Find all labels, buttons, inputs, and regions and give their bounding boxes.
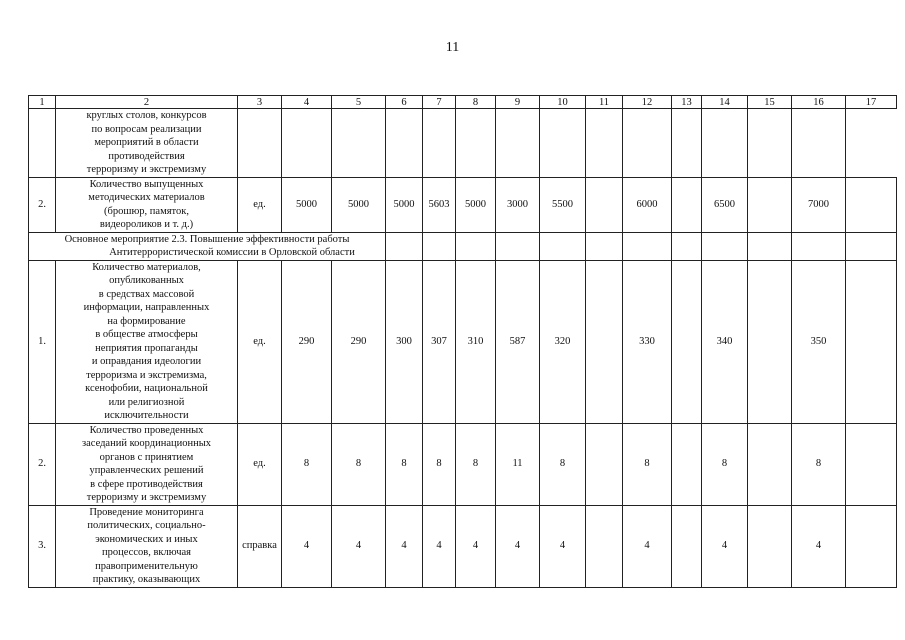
empty-cell (846, 232, 897, 260)
empty-cell (423, 232, 456, 260)
value-cell: 8 (423, 423, 456, 505)
indicator-text: Количество выпущенных методических материалов (брошюр, памяток, видеороликов и т. д.) (56, 177, 238, 232)
column-number: 7 (423, 96, 456, 109)
column-number: 14 (702, 96, 748, 109)
column-number: 11 (586, 96, 623, 109)
empty-cell (623, 232, 672, 260)
value-cell: 6500 (702, 177, 748, 232)
value-cell (586, 260, 623, 423)
value-cell: 290 (332, 260, 386, 423)
value-cell: 5500 (540, 177, 586, 232)
value-cell: 4 (423, 505, 456, 587)
value-cell (586, 505, 623, 587)
row-number: 3. (29, 505, 56, 587)
value-cell (846, 505, 897, 587)
empty-cell (540, 232, 586, 260)
row-number: 2. (29, 177, 56, 232)
value-cell: 5603 (423, 177, 456, 232)
empty-cell (386, 232, 423, 260)
indicator-text: Проведение мониторинга политических, социально- экономических и иных процессов, включая правоприменительную практику, оказывающих (56, 505, 238, 587)
empty-cell (702, 232, 748, 260)
value-cell: 330 (623, 260, 672, 423)
indicator-text: Количество проведенных заседаний координационных органов с принятием управленческих решений в сфере противодействия терроризму и экстремизму (56, 423, 238, 505)
value-cell: 4 (623, 505, 672, 587)
row-number: 2. (29, 423, 56, 505)
column-number: 1 (29, 96, 56, 109)
value-cell: 587 (496, 260, 540, 423)
value-cell: 11 (496, 423, 540, 505)
table-row (29, 260, 897, 423)
value-cell: 307 (423, 260, 456, 423)
row-number: 1. (29, 260, 56, 423)
empty-cell (792, 232, 846, 260)
unit-cell: справка (238, 505, 282, 587)
value-cell: 6000 (623, 177, 672, 232)
column-number: 16 (792, 96, 846, 109)
table-row (29, 423, 897, 505)
indicators-table (28, 95, 897, 588)
value-cell: 300 (386, 260, 423, 423)
column-number: 4 (282, 96, 332, 109)
column-number: 6 (386, 96, 423, 109)
empty-cell (748, 232, 792, 260)
value-cell (846, 177, 897, 232)
value-cell (672, 423, 702, 505)
column-number: 9 (496, 96, 540, 109)
value-cell (672, 505, 702, 587)
value-cell (672, 177, 702, 232)
empty-cell (496, 232, 540, 260)
column-number: 13 (672, 96, 702, 109)
section-heading (29, 232, 386, 260)
row-number (29, 109, 56, 178)
section-heading-line2: Антитеррористической комиссии в Орловской области (109, 247, 355, 258)
value-cell (748, 177, 792, 232)
value-cell: 310 (456, 260, 496, 423)
section-row (29, 232, 897, 260)
value-cell: 290 (282, 260, 332, 423)
value-cell: 350 (792, 260, 846, 423)
column-number: 5 (332, 96, 386, 109)
value-cell: 8 (540, 423, 586, 505)
unit-cell: ед. (238, 423, 282, 505)
value-cell: 4 (702, 505, 748, 587)
continuation-row (29, 109, 897, 178)
column-number: 2 (56, 96, 238, 109)
indicator-text: Количество материалов, опубликованных в средствах массовой информации, направленных на формирование в обществе атмосферы неприятия пропаганды и оправдания идеологии терроризма и экстремизма, ксенофобии, национальной или религиозной исключительности (56, 260, 238, 423)
value-cell: 8 (282, 423, 332, 505)
value-cell (586, 423, 623, 505)
value-cell: 320 (540, 260, 586, 423)
value-cell: 5000 (456, 177, 496, 232)
value-cell (748, 505, 792, 587)
value-cell (748, 423, 792, 505)
value-cell: 4 (386, 505, 423, 587)
page-number: 11 (445, 40, 460, 55)
value-cell: 4 (496, 505, 540, 587)
empty-cell (456, 232, 496, 260)
table-row (29, 177, 897, 232)
value-cell (672, 260, 702, 423)
value-cell (846, 423, 897, 505)
value-cell: 4 (792, 505, 846, 587)
column-number-row (29, 96, 897, 109)
column-number: 3 (238, 96, 282, 109)
value-cell (846, 260, 897, 423)
value-cell: 4 (282, 505, 332, 587)
value-cell: 340 (702, 260, 748, 423)
column-number: 12 (623, 96, 672, 109)
column-number: 15 (748, 96, 792, 109)
column-number: 17 (846, 96, 897, 109)
value-cell: 5000 (282, 177, 332, 232)
section-heading-line1: Основное мероприятие 2.3. Повышение эффективности работы (64, 233, 350, 245)
value-cell: 3000 (496, 177, 540, 232)
empty-cell (672, 232, 702, 260)
unit-cell: ед. (238, 177, 282, 232)
value-cell: 8 (332, 423, 386, 505)
value-cell: 5000 (332, 177, 386, 232)
value-cell (586, 177, 623, 232)
unit-cell: ед. (238, 260, 282, 423)
table-row (29, 505, 897, 587)
value-cell: 4 (540, 505, 586, 587)
value-cell: 4 (456, 505, 496, 587)
value-cell: 8 (792, 423, 846, 505)
value-cell: 8 (623, 423, 672, 505)
value-cell (748, 260, 792, 423)
value-cell: 4 (332, 505, 386, 587)
value-cell: 5000 (386, 177, 423, 232)
indicator-text: круглых столов, конкурсов по вопросам реализации мероприятий в области противодействия терроризму и экстремизму (56, 109, 238, 178)
empty-cell (586, 232, 623, 260)
value-cell: 8 (702, 423, 748, 505)
value-cell: 7000 (792, 177, 846, 232)
value-cell: 8 (456, 423, 496, 505)
unit-cell (238, 109, 282, 178)
column-number: 10 (540, 96, 586, 109)
value-cell: 8 (386, 423, 423, 505)
column-number: 8 (456, 96, 496, 109)
